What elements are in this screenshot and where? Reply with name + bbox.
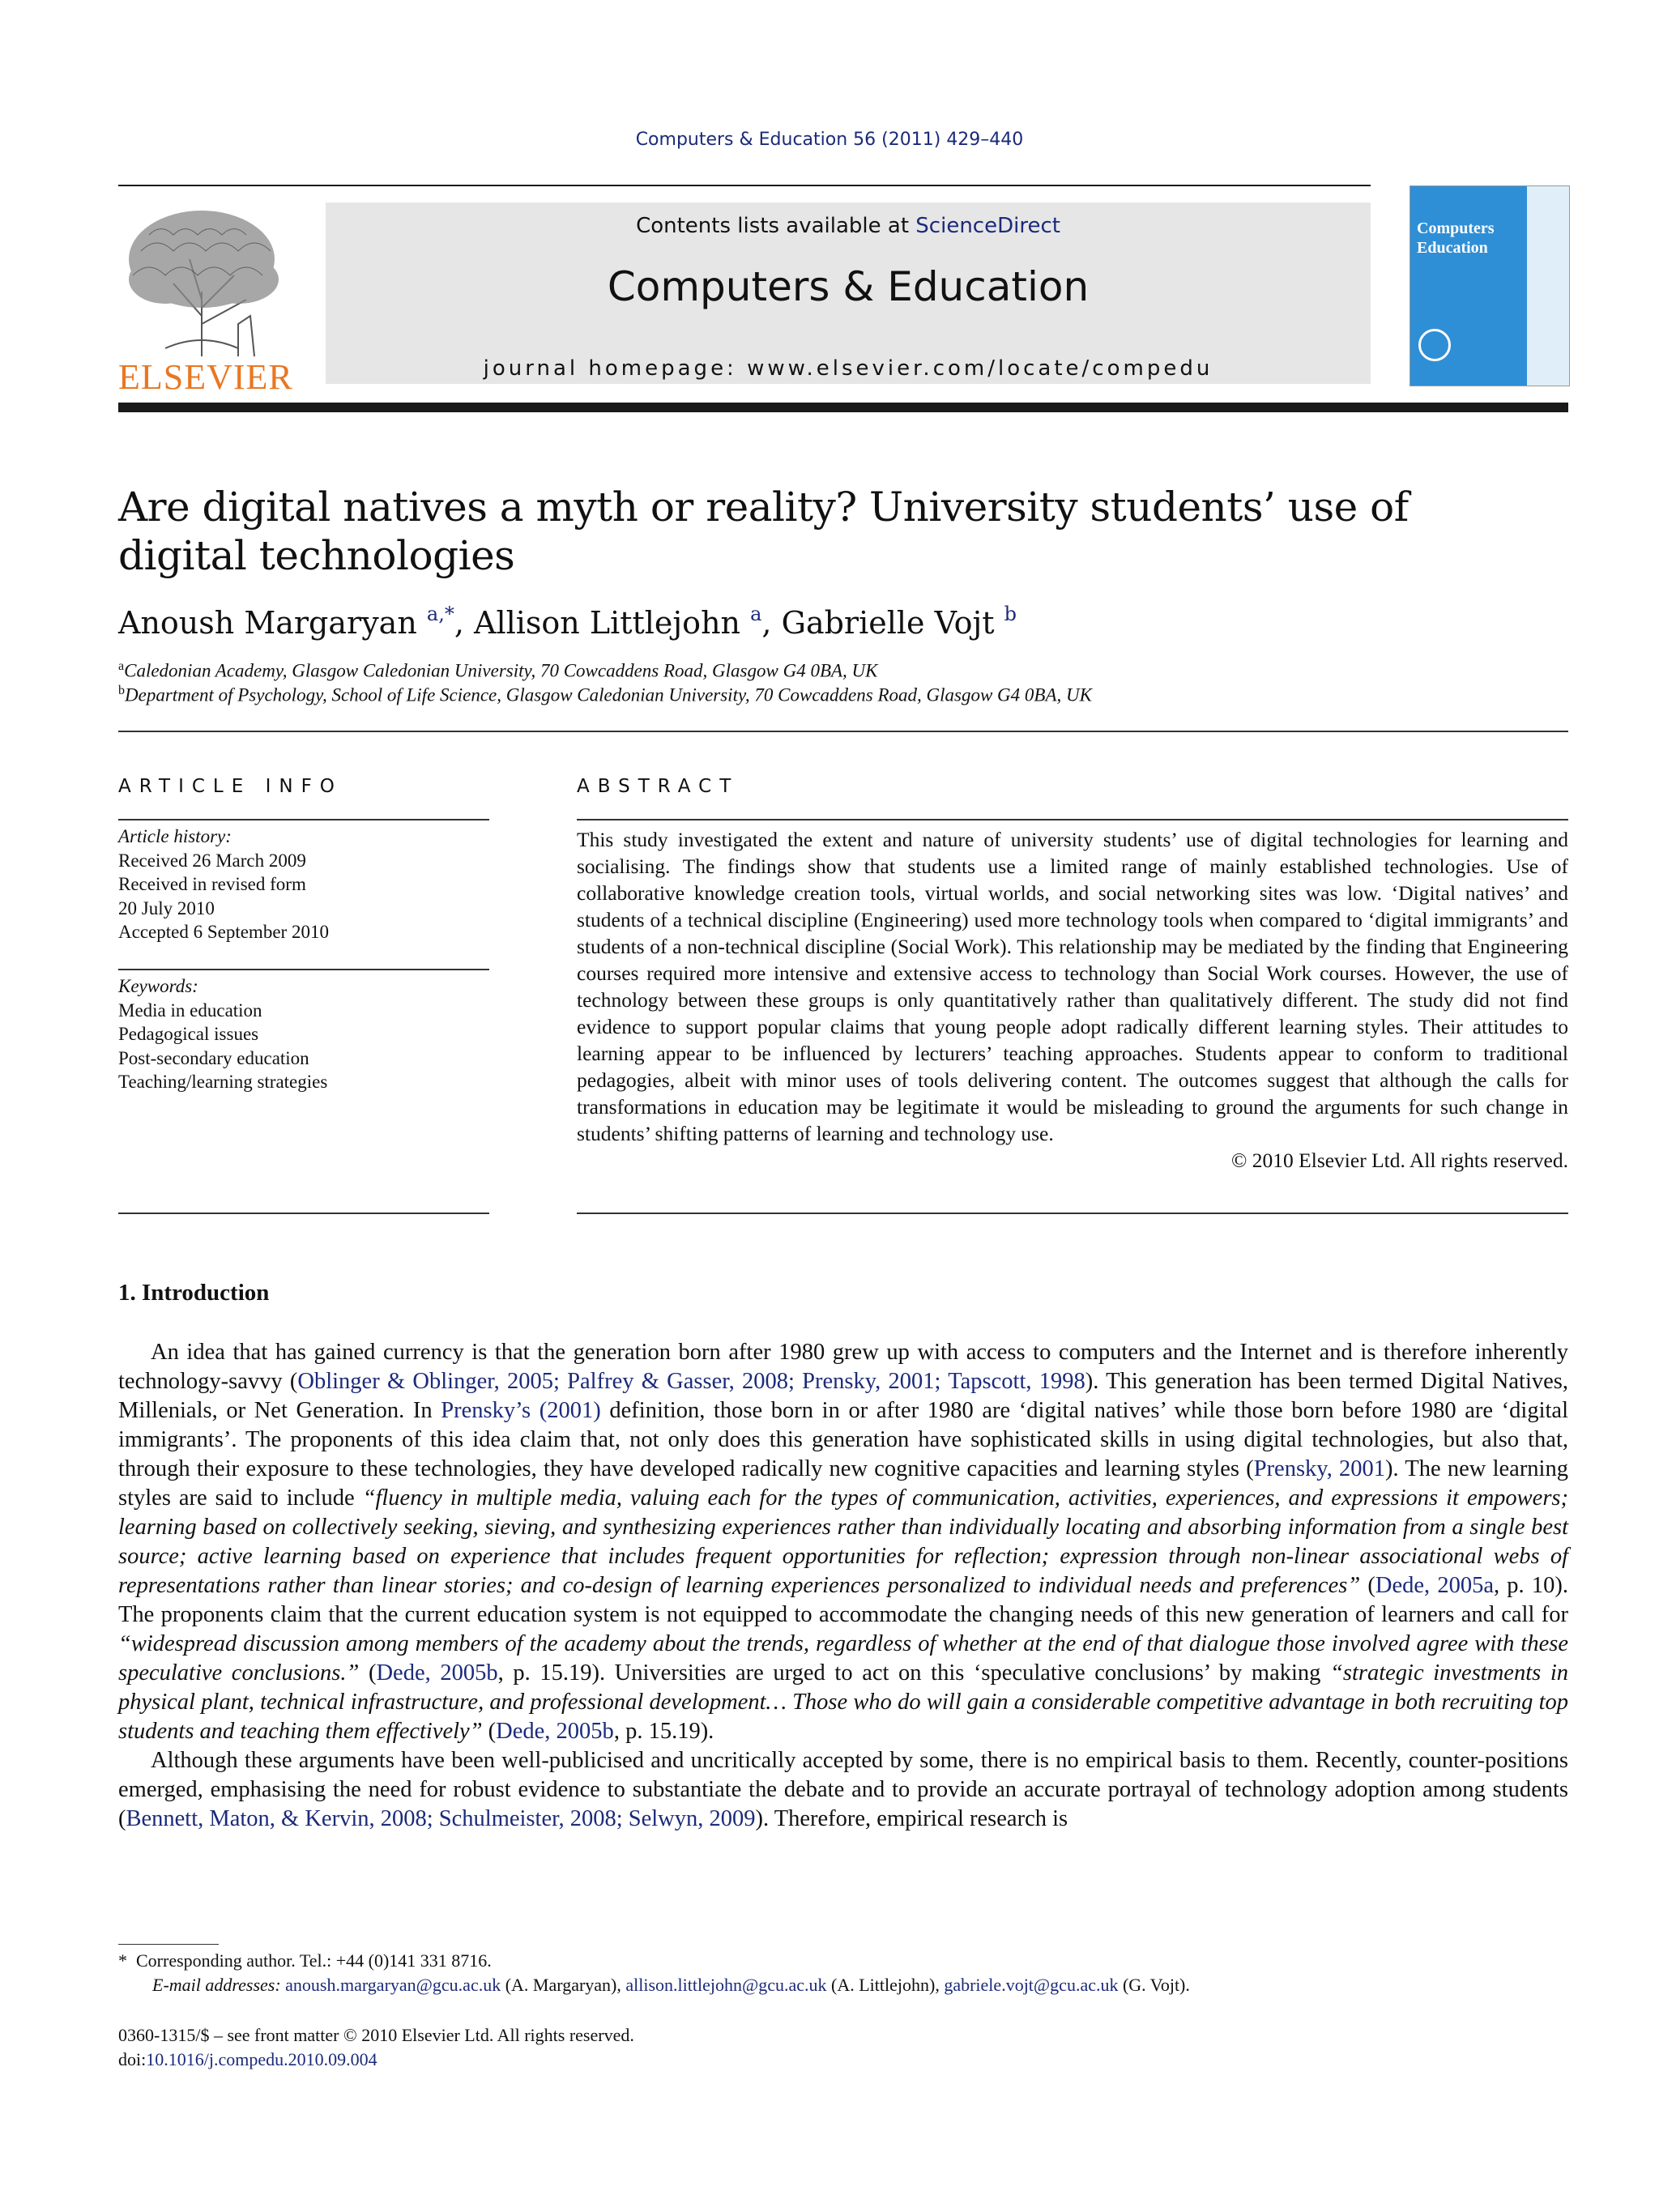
- email-link[interactable]: gabriele.vojt@gcu.ac.uk: [944, 1975, 1119, 1995]
- citation-link[interactable]: Dede, 2005b: [376, 1660, 498, 1686]
- quotation: “strategic investments in physical plant, technical infrastructure, and professional development… Those who do will gain a considerable competitive advantage in both recruiting top students and teaching them effectively”: [118, 1660, 1568, 1744]
- email-owner: (G. Vojt).: [1118, 1975, 1190, 1995]
- footnote-mark: *: [118, 1950, 127, 1971]
- header-rule: [118, 185, 1371, 186]
- author-affil-mark[interactable]: a,*: [426, 603, 454, 625]
- journal-citation[interactable]: Computers & Education 56 (2011) 429–440: [635, 130, 1024, 150]
- info-rule: [118, 819, 489, 820]
- footnote-rule: [118, 1944, 219, 1945]
- history-label: Article history:: [118, 826, 232, 846]
- email-owner: (A. Margaryan),: [501, 1975, 626, 1995]
- affiliation-text: Department of Psychology, School of Life Science, Glasgow Caledonian University, 70 Cowcaddens Road, Glasgow G4 0BA, UK: [125, 684, 1092, 705]
- citation-link[interactable]: Prensky’s (2001): [441, 1398, 601, 1423]
- author-name[interactable]: Gabrielle Vojt: [781, 605, 995, 641]
- text-run: Although these arguments have been well-publicised and uncritically accepted by some, there is no empirical basis to them. Recently, counter-positions emerged, emphasising the need for robust evidence to substantiate the debate and to provide an accurate portrayal of technology adoption among students (: [118, 1748, 1568, 1831]
- cover-badge-icon: [1418, 329, 1451, 361]
- article-title: Are digital natives a myth or reality? University students’ use of digital technologies: [118, 484, 1409, 579]
- text-run: , p. 15.19). Universities are urged to act on this ‘speculative conclusions’ by making: [497, 1660, 1331, 1686]
- author-affil-mark[interactable]: b: [1004, 603, 1017, 625]
- citation-link[interactable]: Prensky, 2001: [1253, 1456, 1386, 1481]
- doi-link[interactable]: 10.1016/j.compedu.2010.09.004: [146, 2049, 377, 2069]
- text-run: , p. 10). The proponents claim that the current education system is not equipped to accommodate the changing needs of this new generation of learners and call for: [118, 1573, 1568, 1627]
- history-item: Received 26 March 2009: [118, 850, 306, 871]
- abstract-rule: [577, 1213, 1568, 1214]
- quotation: “widespread discussion among members of the academy about the trends, regardless of whether at the end of that dialogue those involved agree with these speculative conclusions.”: [118, 1631, 1568, 1686]
- email-label: E-mail addresses:: [152, 1975, 281, 1995]
- abstract-body: [577, 826, 1568, 1174]
- text-run: definition, those born in or after 1980 are ‘digital natives’ while those born before 1980 are ‘digital immigrants’. The proponents of this idea claim that, not only does this generation have sophisticated skills in using digital technologies, but also that, through their exposure to these technologies, they have developed radically new cognitive capacities and learning styles (: [118, 1398, 1568, 1481]
- email-link[interactable]: allison.littlejohn@gcu.ac.uk: [625, 1975, 827, 1995]
- introduction-body: [118, 1338, 1568, 1834]
- info-rule: [118, 1213, 489, 1214]
- author-list: Anoush Margaryan $^{a,*}$, Allison Littlejohn $^a$, Gabrielle Vojt $^b$: [118, 603, 1017, 641]
- journal-masthead: [326, 202, 1371, 384]
- section-heading-introduction: 1. Introduction: [118, 1280, 270, 1306]
- text-run: , p. 15.19).: [613, 1719, 714, 1744]
- elsevier-wordmark[interactable]: ELSEVIER: [118, 357, 293, 397]
- citation-link[interactable]: Oblinger & Oblinger, 2005; Palfrey & Gasser, 2008; Prensky, 2001; Tapscott, 1998: [297, 1369, 1085, 1394]
- affiliation-a: [118, 659, 878, 682]
- text-run: (: [1360, 1573, 1375, 1598]
- info-rule: [118, 969, 489, 970]
- text-run: An idea that has gained currency is that the generation born after 1980 grew up with access to computers and the Internet and is therefore inherently technology-savvy (: [118, 1340, 1568, 1394]
- cover-title-line-1: Computers: [1417, 219, 1495, 237]
- text-run: ). Therefore, empirical research is: [755, 1806, 1068, 1831]
- affiliation-mark: b: [118, 684, 125, 697]
- metadata-rule: [118, 731, 1568, 732]
- affiliation-b: [118, 684, 1092, 706]
- keyword-item: Pedagogical issues: [118, 1024, 259, 1044]
- footnote-text: Corresponding author. Tel.: +44 (0)141 331 8716.: [136, 1950, 492, 1971]
- email-link[interactable]: anoush.margaryan@gcu.ac.uk: [285, 1975, 501, 1995]
- text-run: (: [482, 1719, 497, 1744]
- author-name[interactable]: Anoush Margaryan: [118, 605, 417, 641]
- abstract-paragraph: This study investigated the extent and nature of university students’ use of digital technologies for learning and socialising. The findings show that students use a limited range of mainly established technologies. Use of collaborative knowledge creation tools, virtual worlds, and social networking sites was low. ‘Digital natives’ and students of a technical discipline (Engineering) used more technology tools when compared to ‘digital immigrants’ and students of a non-technical discipline (Social Work). This relationship may be mediated by the finding that Engineering courses required more intensive and extensive access to technology than Social Work courses. However, the use of technology between these groups is only quantitatively rather than qualitatively different. The study did not find evidence to support popular claims that young people adopt radically different learning styles. Their attitudes to learning appear to be influenced by lecturers’ teaching approaches. Students appear to conform to traditional pedagogies, albeit with minor uses of tools delivering content. The outcomes suggest that although the calls for transformations in education may be legitimate it would be misleading to ground the arguments for such change in students’ shifting patterns of learning and technology use.: [577, 828, 1568, 1145]
- keywords: [118, 974, 327, 1094]
- corresponding-author-note: [118, 1950, 492, 1971]
- author-affil-mark[interactable]: a: [750, 603, 762, 625]
- history-item: 20 July 2010: [118, 897, 215, 918]
- sciencedirect-link[interactable]: ScienceDirect: [915, 214, 1060, 238]
- affiliation-mark: a: [118, 659, 125, 673]
- cover-title-line-2: Education: [1417, 239, 1488, 257]
- header-thick-rule: [118, 403, 1568, 412]
- cover-title: [1417, 219, 1495, 258]
- contents-line: [326, 214, 1371, 238]
- doi-line: [118, 2049, 377, 2070]
- doi-prefix: doi:: [118, 2049, 147, 2069]
- history-item: Received in revised form: [118, 874, 306, 894]
- article-info-heading: ARTICLE INFO: [118, 776, 343, 797]
- paragraph: [118, 1338, 1568, 1746]
- text-run: ). This generation has been termed Digital Natives, Millenials, or Net Generation. In: [118, 1369, 1568, 1423]
- affiliation-text: Caledonian Academy, Glasgow Caledonian University, 70 Cowcaddens Road, Glasgow G4 0BA, UK: [124, 660, 878, 681]
- abstract-heading: ABSTRACT: [577, 776, 740, 797]
- cover-strip: [1527, 186, 1569, 386]
- front-matter-line: 0360-1315/$ – see front matter © 2010 Elsevier Ltd. All rights reserved.: [118, 2025, 634, 2045]
- contents-prefix: Contents lists available at: [636, 214, 916, 238]
- keyword-item: Post-secondary education: [118, 1047, 309, 1068]
- keyword-item: Teaching/learning strategies: [118, 1072, 328, 1092]
- abstract-copyright: © 2010 Elsevier Ltd. All rights reserved.: [1231, 1149, 1568, 1172]
- author-name[interactable]: Allison Littlejohn: [474, 605, 741, 641]
- article-history: [118, 825, 329, 944]
- quotation: “fluency in multiple media, valuing each for the types of communication, activities, experiences, and expressions it empowers; learning based on collectively seeking, sieving, and synthesizing experiences rather than individually locating and absorbing information from a single best source; active learning based on experience that includes frequent opportunities for reflection; expression through non-linear associational webs of representations rather than linear stories; and co-design of learning experiences personalized to individual needs and preferences”: [118, 1485, 1569, 1598]
- email-owner: (A. Littlejohn),: [826, 1975, 945, 1995]
- paragraph: [118, 1746, 1568, 1834]
- journal-homepage-link[interactable]: journal homepage: www.elsevier.com/locate/compedu: [483, 356, 1213, 381]
- text-run: (: [359, 1660, 377, 1686]
- email-addresses-note: [152, 1975, 1190, 1996]
- keyword-item: Media in education: [118, 999, 262, 1021]
- citation-link[interactable]: Dede, 2005a: [1375, 1573, 1494, 1598]
- journal-cover-thumbnail[interactable]: [1410, 185, 1570, 386]
- journal-name: Computers & Education: [607, 263, 1090, 310]
- text-run: ). The new learning styles are said to include: [118, 1456, 1568, 1511]
- keywords-label: Keywords:: [118, 976, 198, 996]
- citation-link[interactable]: Dede, 2005b: [496, 1719, 614, 1744]
- abstract-rule: [577, 819, 1568, 820]
- history-item: Accepted 6 September 2010: [118, 922, 329, 942]
- citation-link[interactable]: Bennett, Maton, & Kervin, 2008; Schulmeister, 2008; Selwyn, 2009: [126, 1806, 756, 1831]
